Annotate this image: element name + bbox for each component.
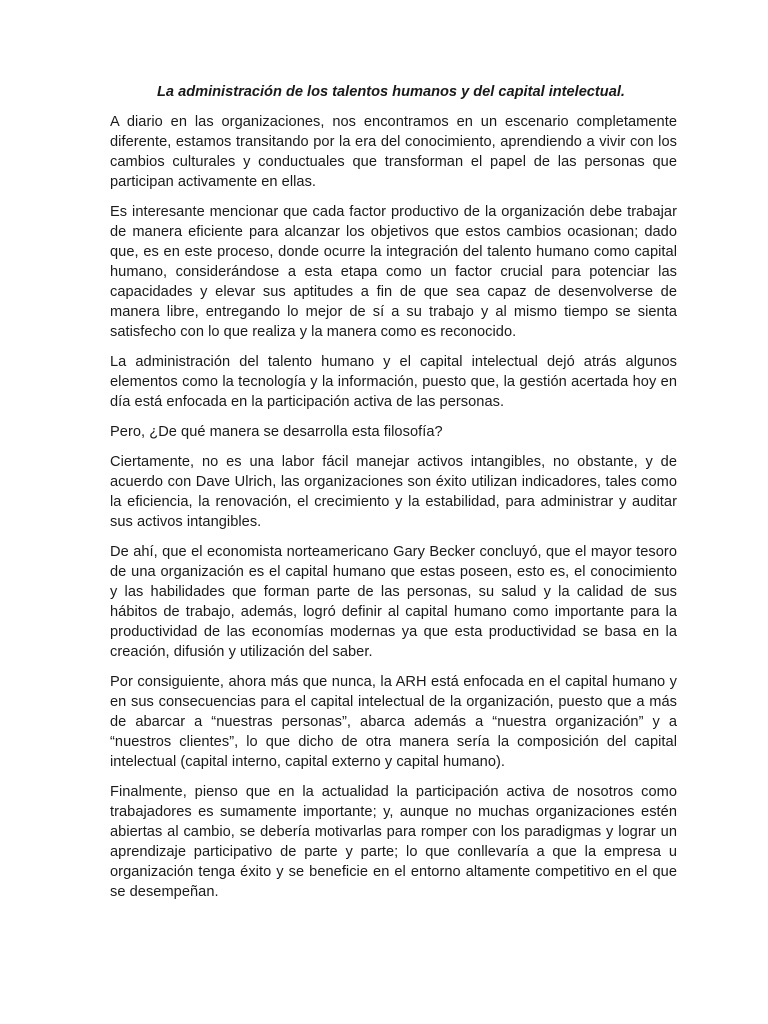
paragraph-3: La administración del talento humano y el capital intelectual dejó atrás algunos elementos como la tecnología y la información, puesto que, la gestión acertada hoy en día está enfocada en la participación activa de las personas. [110,354,677,410]
paragraph-4: Pero, ¿De qué manera se desarrolla esta filosofía? [110,424,443,440]
paragraph-8: Finalmente, pienso que en la actualidad la participación activa de nosotros como trabajadores es sumamente importante; y, aunque no muchas organizaciones estén abiertas al cambio, se debería motivarlas para romper con los paradigmas y lograr un aprendizaje participativo de parte y parte; lo que conllevaría a que la empresa u organización tenga éxito y se beneficie en el entorno altamente competitivo en el que se desempeñan. [110,784,677,900]
document-title: La administración de los talentos humanos y del capital intelectual. [157,84,625,100]
paragraph-2: Es interesante mencionar que cada factor productivo de la organización debe trabajar de manera eficiente para alcanzar los objetivos que estos cambios ocasionan; dado que, es en este proceso, donde ocurre la integración del talento humano como capital humano, considerándose a esta etapa como un factor crucial para potenciar las capacidades y elevar sus aptitudes a fin de que sea capaz de desenvolverse de manera libre, entregando lo mejor de sí a su trabajo y al mismo tiempo se sienta satisfecho con lo que realiza y la manera como es reconocido. [110,204,677,340]
paragraph-6: De ahí, que el economista norteamericano Gary Becker concluyó, que el mayor tesoro de una organización es el capital humano que estas poseen, esto es, el conocimiento y las habilidades que forman parte de las personas, su salud y la calidad de sus hábitos de trabajo, además, logró definir al capital humano como importante para la productividad de las economías modernas ya que esta productividad se basa en la creación, difusión y utilización del saber. [110,544,677,660]
document-page [110,82,677,912]
paragraph-7: Por consiguiente, ahora más que nunca, la ARH está enfocada en el capital humano y en sus consecuencias para el capital intelectual de la organización, puesto que a más de abarcar a “nuestras personas”, abarca además a “nuestra organización” y a “nuestros clientes”, lo que dicho de otra manera sería la composición del capital intelectual (capital interno, capital externo y capital humano). [110,674,677,770]
paragraph-5: Ciertamente, no es una labor fácil manejar activos intangibles, no obstante, y de acuerdo con Dave Ulrich, las organizaciones son éxito utilizan indicadores, tales como la eficiencia, la renovación, el crecimiento y la estabilidad, para administrar y auditar sus activos intangibles. [110,454,677,530]
paragraph-1: A diario en las organizaciones, nos encontramos en un escenario completamente diferente, estamos transitando por la era del conocimiento, aprendiendo a vivir con los cambios culturales y conductuales que transforman el papel de las personas que participan activamente en ellas. [110,114,677,190]
